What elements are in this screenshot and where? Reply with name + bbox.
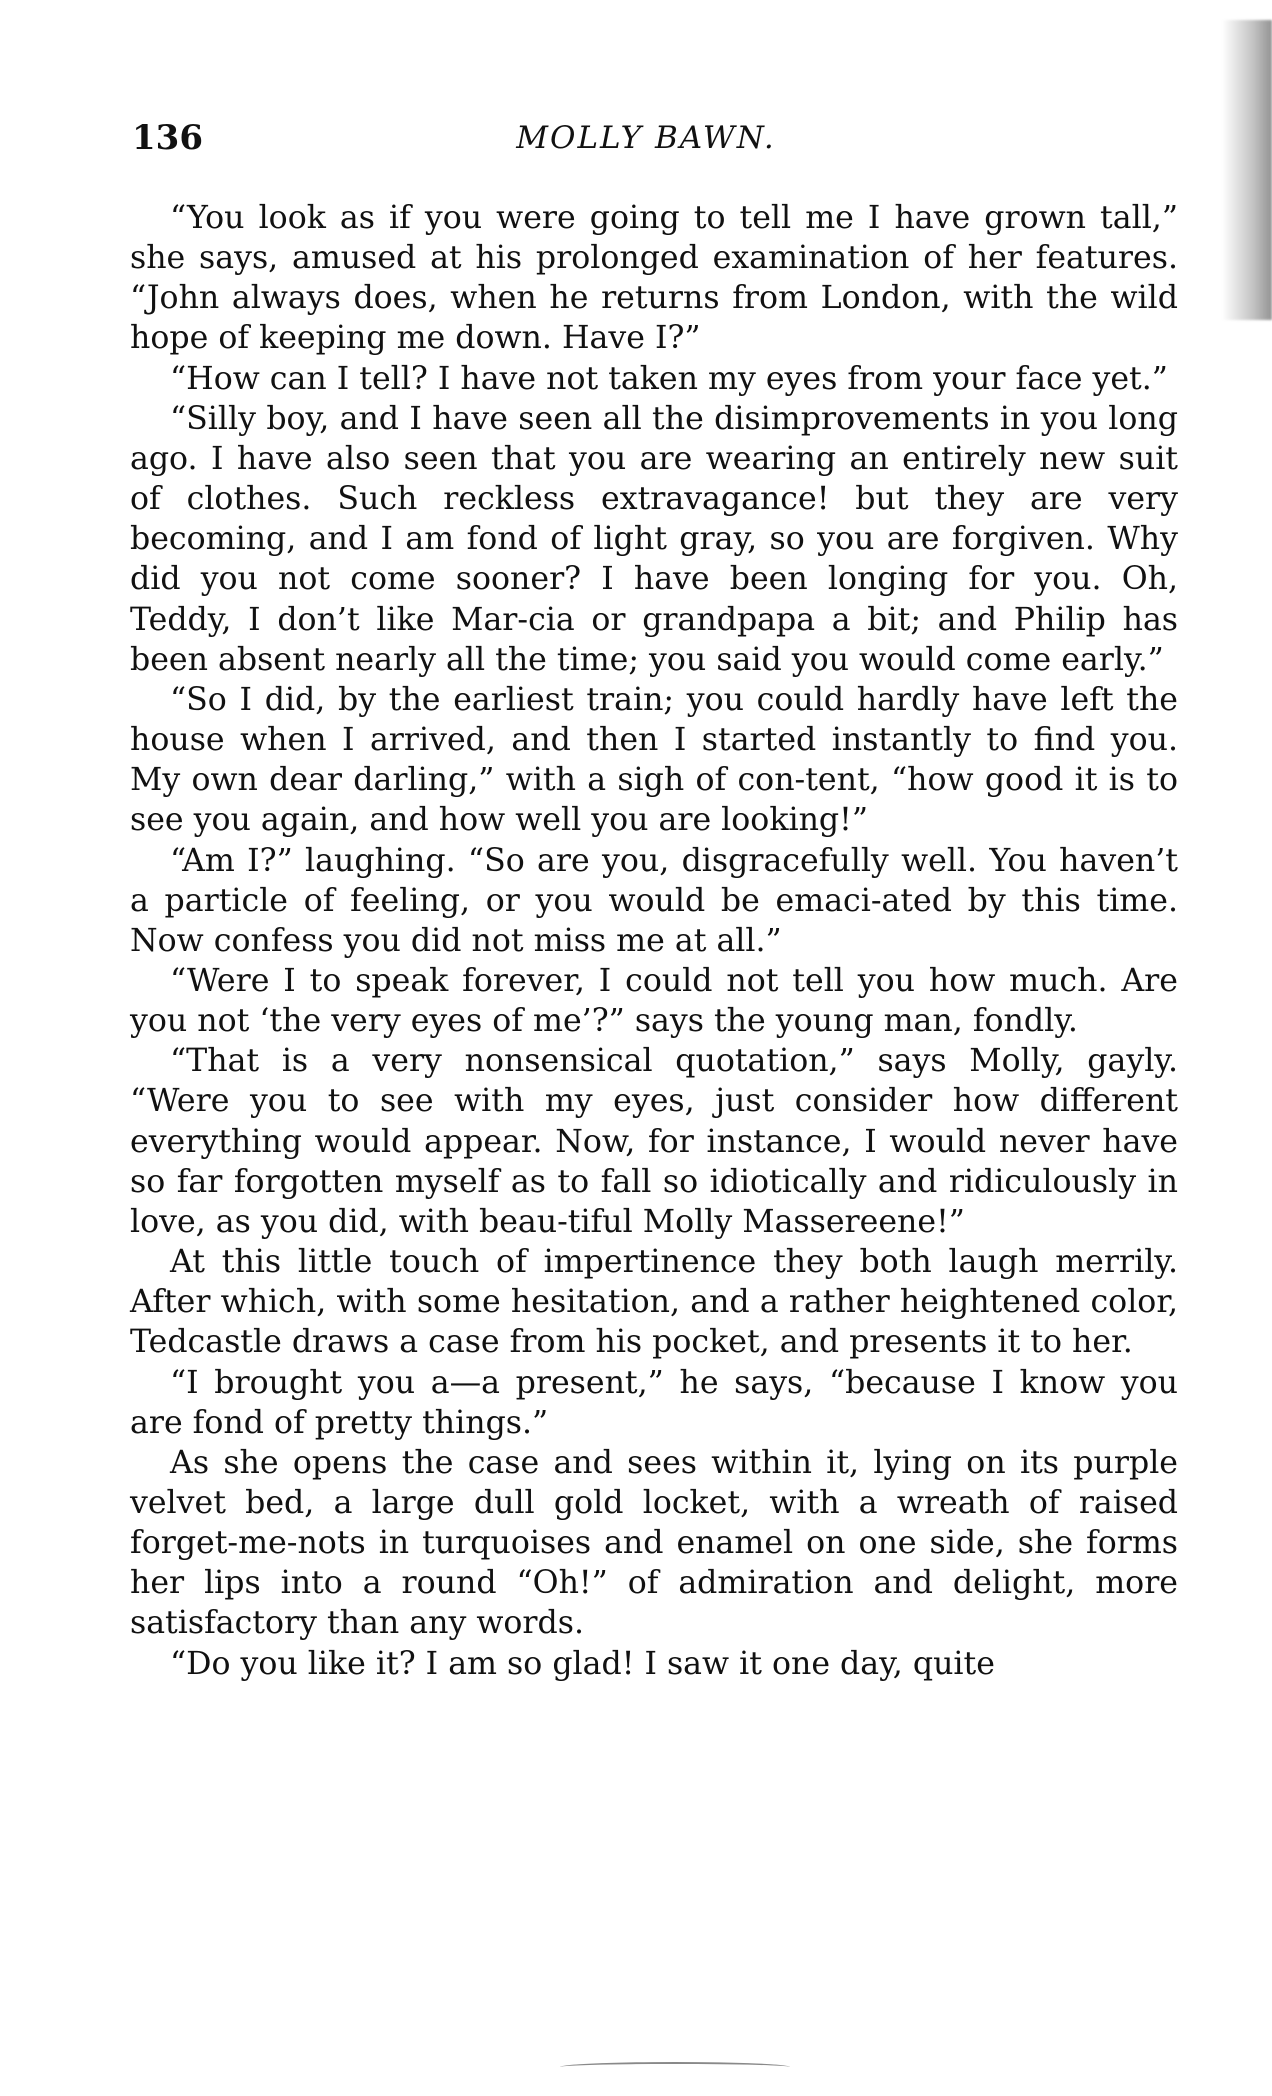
paragraph: “That is a very nonsensical quotation,” says Molly, gayly. “Were you to see with my eyes, just consider how different everything would appear. Now, for instance, I would never have so far forgotten myself as to fall so idiotically and ridiculously in love, as you did, with beau-tiful Molly Massereene!” [130, 1043, 1178, 1240]
paragraph: “So I did, by the earliest train; you could hardly have left the house when I arrived, and then I started instantly to find you. My own dear darling,” with a sigh of con-tent, “how good it is to see you again, and how well you are looking!” [130, 681, 1178, 839]
body-text [130, 198, 1178, 1684]
paragraph: “Were I to speak forever, I could not tell you how much. Are you not ‘the very eyes of me’?” says the young man, fondly. [130, 962, 1178, 1040]
page-number: 136 [132, 118, 203, 158]
paragraph: “Silly boy, and I have seen all the disimprovements in you long ago. I have also seen that you are wearing an entirely new suit of clothes. Such reckless extravagance! but they are very becoming, and I am fond of light gray, so you are forgiven. Why did you not come sooner? I have been longing for you. Oh, Teddy, I don’t like Mar-cia or grandpapa a bit; and Philip has been absent nearly all the time; you said you would come early.” [130, 400, 1178, 678]
paragraph: “I brought you a—a present,” he says, “because I know you are fond of pretty things.” [130, 1364, 1178, 1441]
running-title: MOLLY BAWN. [516, 120, 776, 156]
page-header [0, 118, 1272, 158]
paragraph: “Am I?” laughing. “So are you, disgracefully well. You haven’t a particle of feeling, or you would be emaci-ated by this time. Now confess you did not miss me at all.” [130, 842, 1178, 959]
paragraph: “You look as if you were going to tell me I have grown tall,” she says, amused at his prolonged examination of her features. “John always does, when he returns from London, with the wild hope of keeping me down. Have I?” [130, 200, 1178, 357]
paragraph: “Do you like it? I am so glad! I saw it one day, quite [170, 1645, 995, 1682]
paragraph: “How can I tell? I have not taken my eyes from your face yet.” [170, 360, 1168, 397]
ink-smudge [560, 2062, 790, 2072]
page-edge-shadow [1222, 20, 1272, 320]
paragraph: At this little touch of impertinence they both laugh merrily. After which, with some hesitation, and a rather heightened color, Tedcastle draws a case from his pocket, and presents it to her. [130, 1244, 1178, 1361]
paragraph: As she opens the case and sees within it, lying on its purple velvet bed, a large dull gold locket, with a wreath of raised forget-me-nots in turquoises and enamel on one side, she forms her lips into a round “Oh!” of admiration and delight, more satisfactory than any words. [130, 1444, 1178, 1642]
